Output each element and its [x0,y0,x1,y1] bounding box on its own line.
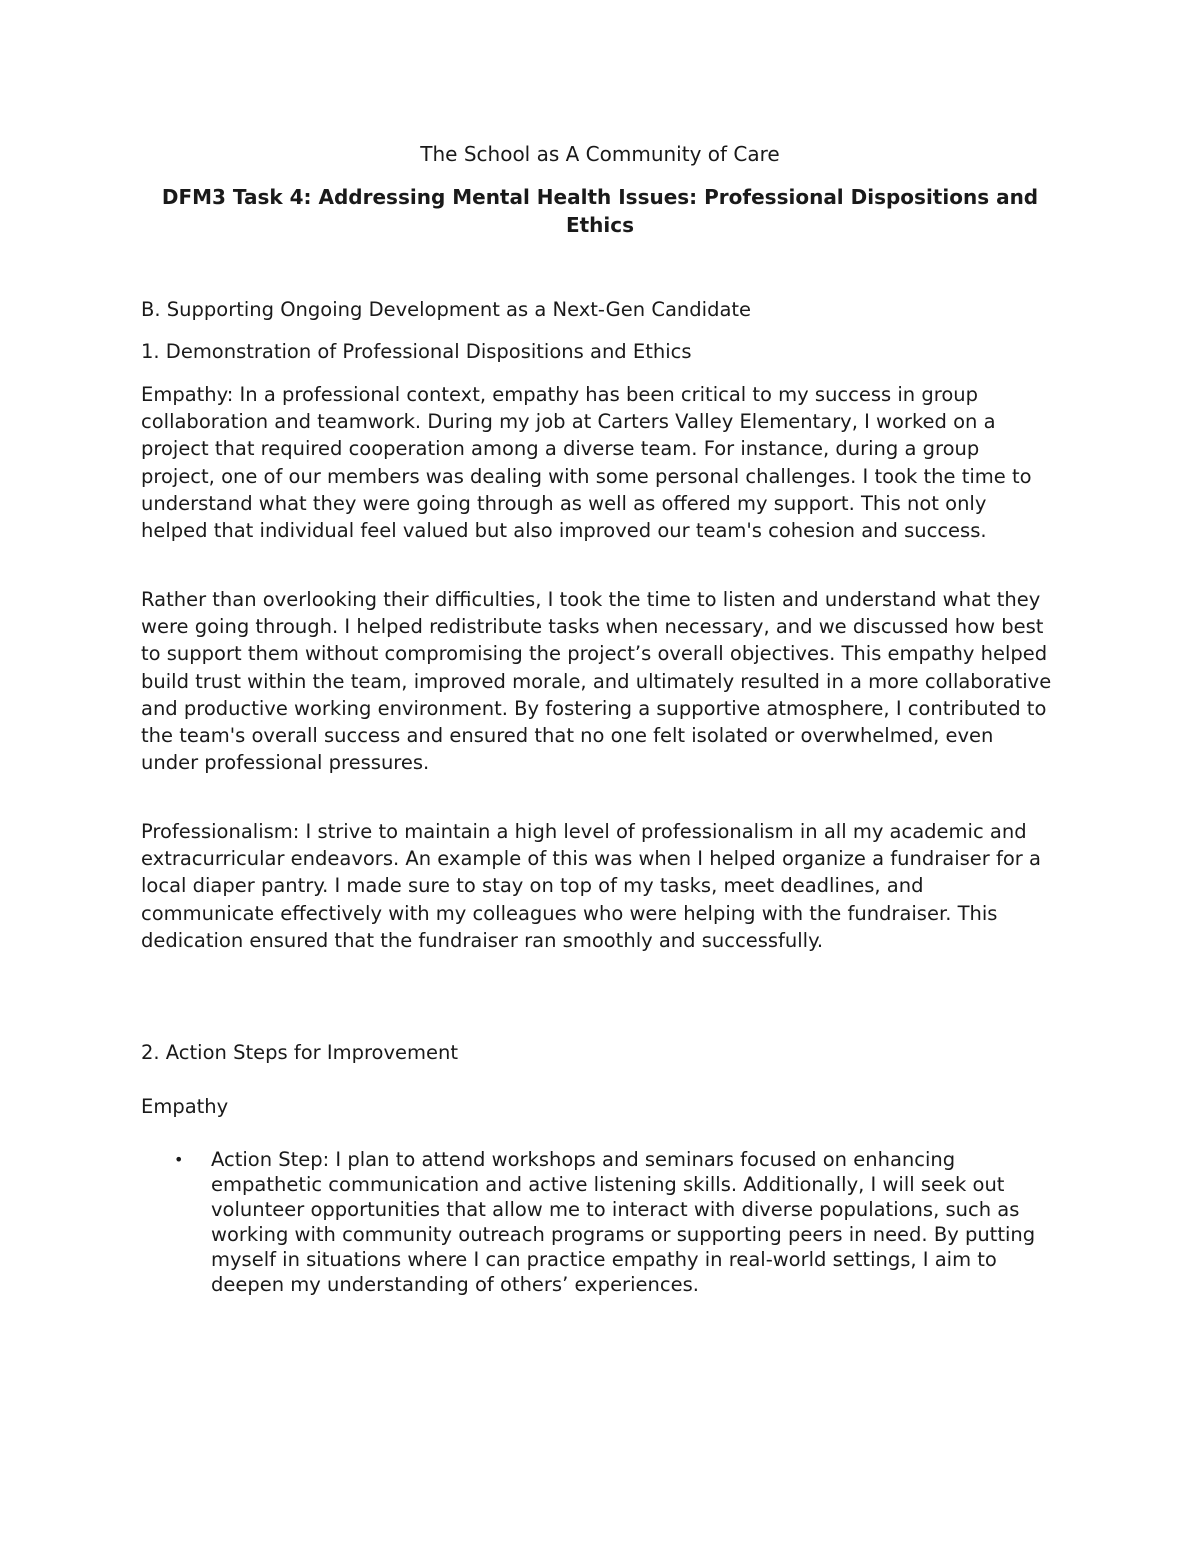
section-2-heading: 2. Action Steps for Improvement [141,1041,459,1064]
empathy-label: Empathy [141,1095,229,1118]
paragraph-empathy: Empathy: In a professional context, empathy has been critical to my success in group collaboration and teamwork. During my job at Carters Valley Elementary, I worked on a project that required cooperation among a diverse team. For instance, during a group project, one of our members was dealing with some personal challenges. I took the time to understand what they were going through as well as offered my support. This not only helped that individual feel valued but also improved our team's cohesion and success. [141,383,1032,543]
bullet-action-step-text: Action Step: I plan to attend workshops and seminars focused on enhancing empathetic communication and active listening skills. Additionally, I will seek out volunteer opportunities that allow me to interact with diverse populations, such as working with community outreach programs or supporting peers in need. By putting myself in situations where I can practice empathy in real-world settings, I aim to deepen my understanding of others’ experiences. [211,1148,1036,1296]
bullet-icon: • [174,1150,184,1169]
document-subtitle: DFM3 Task 4: Addressing Mental Health Issues: Professional Dispositions and Ethics [161,185,1039,237]
section-1-heading: 1. Demonstration of Professional Dispositions and Ethics [141,340,692,363]
paragraph-rather: Rather than overlooking their difficulties, I took the time to listen and understand what they were going through. I helped redistribute tasks when necessary, and we discussed how best to support them without compromising the project’s overall objectives. This empathy helped build trust within the team, improved morale, and ultimately resulted in a more collaborative and productive working environment. By fostering a supportive atmosphere, I contributed to the team's overall success and ensured that no one felt isolated or overwhelmed, even under professional pressures. [141,588,1052,775]
document-title: The School as A Community of Care [420,142,780,166]
section-b-heading: B. Supporting Ongoing Development as a Next-Gen Candidate [141,298,752,321]
paragraph-professionalism: Professionalism: I strive to maintain a high level of professionalism in all my academic and extracurricular endeavors. An example of this was when I helped organize a fundraiser for a local diaper pantry. I made sure to stay on top of my tasks, meet deadlines, and communicate effectively with my colleagues who were helping with the fundraiser. This dedication ensured that the fundraiser ran smoothly and successfully. [141,820,1041,952]
